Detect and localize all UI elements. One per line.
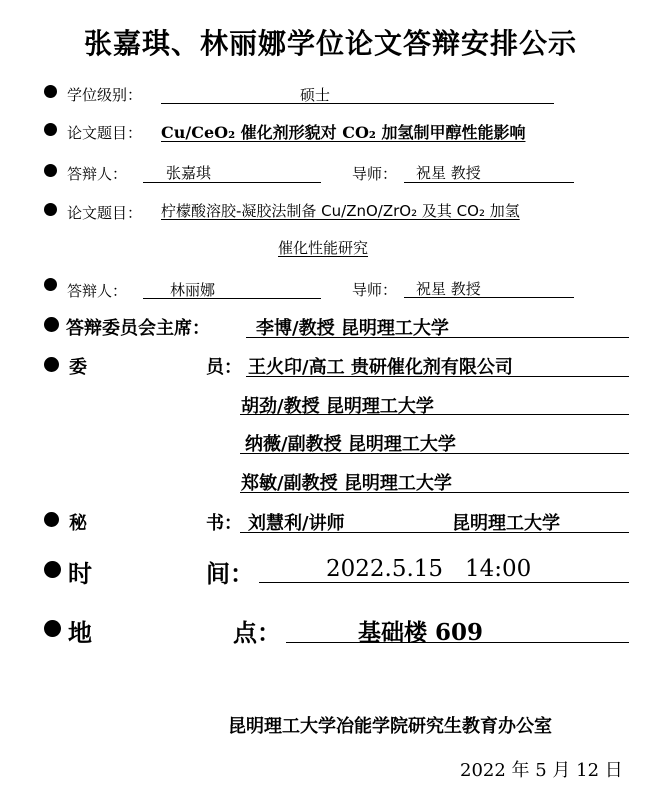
bullet-icon xyxy=(44,85,57,98)
issuer: 昆明理工大学冶能学院研究生教育办公室 xyxy=(228,716,552,737)
thesis2-line2: 催化性能研究 xyxy=(278,239,369,257)
bullet-icon xyxy=(44,164,57,177)
thesis1-label: 论文题目： xyxy=(67,124,143,142)
advisor2-value: 祝星 教授 xyxy=(416,280,481,298)
degree-underline xyxy=(161,103,554,104)
bullet-icon xyxy=(44,512,59,527)
defender2-label: 答辩人： xyxy=(67,282,128,300)
bullet-icon xyxy=(44,203,57,216)
secretary-label-b: 书： xyxy=(206,513,242,534)
thesis2-label: 论文题目： xyxy=(67,204,143,222)
chair-value: 李博/教授 昆明理工大学 xyxy=(256,318,449,339)
defender2-value: 林丽娜 xyxy=(170,281,216,299)
place-label-a: 地 xyxy=(68,618,92,647)
place-value: 基础楼 609 xyxy=(358,619,484,646)
time-underline xyxy=(259,582,629,583)
thesis1-value: Cu/CeO₂ 催化剂形貌对 CO₂ 加氢制甲醇性能影响 xyxy=(161,123,526,142)
advisor1-value: 祝星 教授 xyxy=(416,164,481,182)
member-4: 郑敏/副教授 昆明理工大学 xyxy=(241,473,452,494)
bullet-icon xyxy=(44,357,59,372)
advisor1-label: 导师： xyxy=(352,165,398,183)
advisor2-label: 导师： xyxy=(352,281,398,299)
bullet-icon xyxy=(44,561,61,578)
member-1: 王火印/高工 贵研催化剂有限公司 xyxy=(248,357,513,378)
members-label-a: 委 xyxy=(69,357,87,378)
degree-label: 学位级别： xyxy=(67,86,143,104)
time-value: 2022.5.15 14:00 xyxy=(326,556,532,582)
secretary-name: 刘慧利/讲师 xyxy=(248,513,345,534)
thesis2-line1: 柠檬酸溶胶-凝胶法制备 Cu/ZnO/ZrO₂ 及其 CO₂ 加氢 xyxy=(161,202,520,220)
bullet-icon xyxy=(44,278,57,291)
member-3: 纳薇/副教授 昆明理工大学 xyxy=(245,434,456,455)
secretary-org: 昆明理工大学 xyxy=(452,513,560,534)
chair-label: 答辩委员会主席： xyxy=(66,318,210,339)
bullet-icon xyxy=(44,620,61,637)
time-label-a: 时 xyxy=(68,559,92,588)
member-2: 胡劲/教授 昆明理工大学 xyxy=(241,396,434,417)
issue-date: 2022 年 5 月 12 日 xyxy=(460,760,623,781)
time-label-b: 间： xyxy=(206,559,254,588)
defender1-label: 答辩人： xyxy=(67,165,128,183)
members-label-b: 员： xyxy=(206,357,242,378)
page-title: 张嘉琪、林丽娜学位论文答辩安排公示 xyxy=(83,27,577,60)
bullet-icon xyxy=(44,123,57,136)
degree-value: 硕士 xyxy=(300,86,331,104)
place-label-b: 点： xyxy=(233,618,281,647)
defender1-value: 张嘉琪 xyxy=(166,164,212,182)
bullet-icon xyxy=(44,317,59,332)
secretary-label-a: 秘 xyxy=(69,513,87,534)
